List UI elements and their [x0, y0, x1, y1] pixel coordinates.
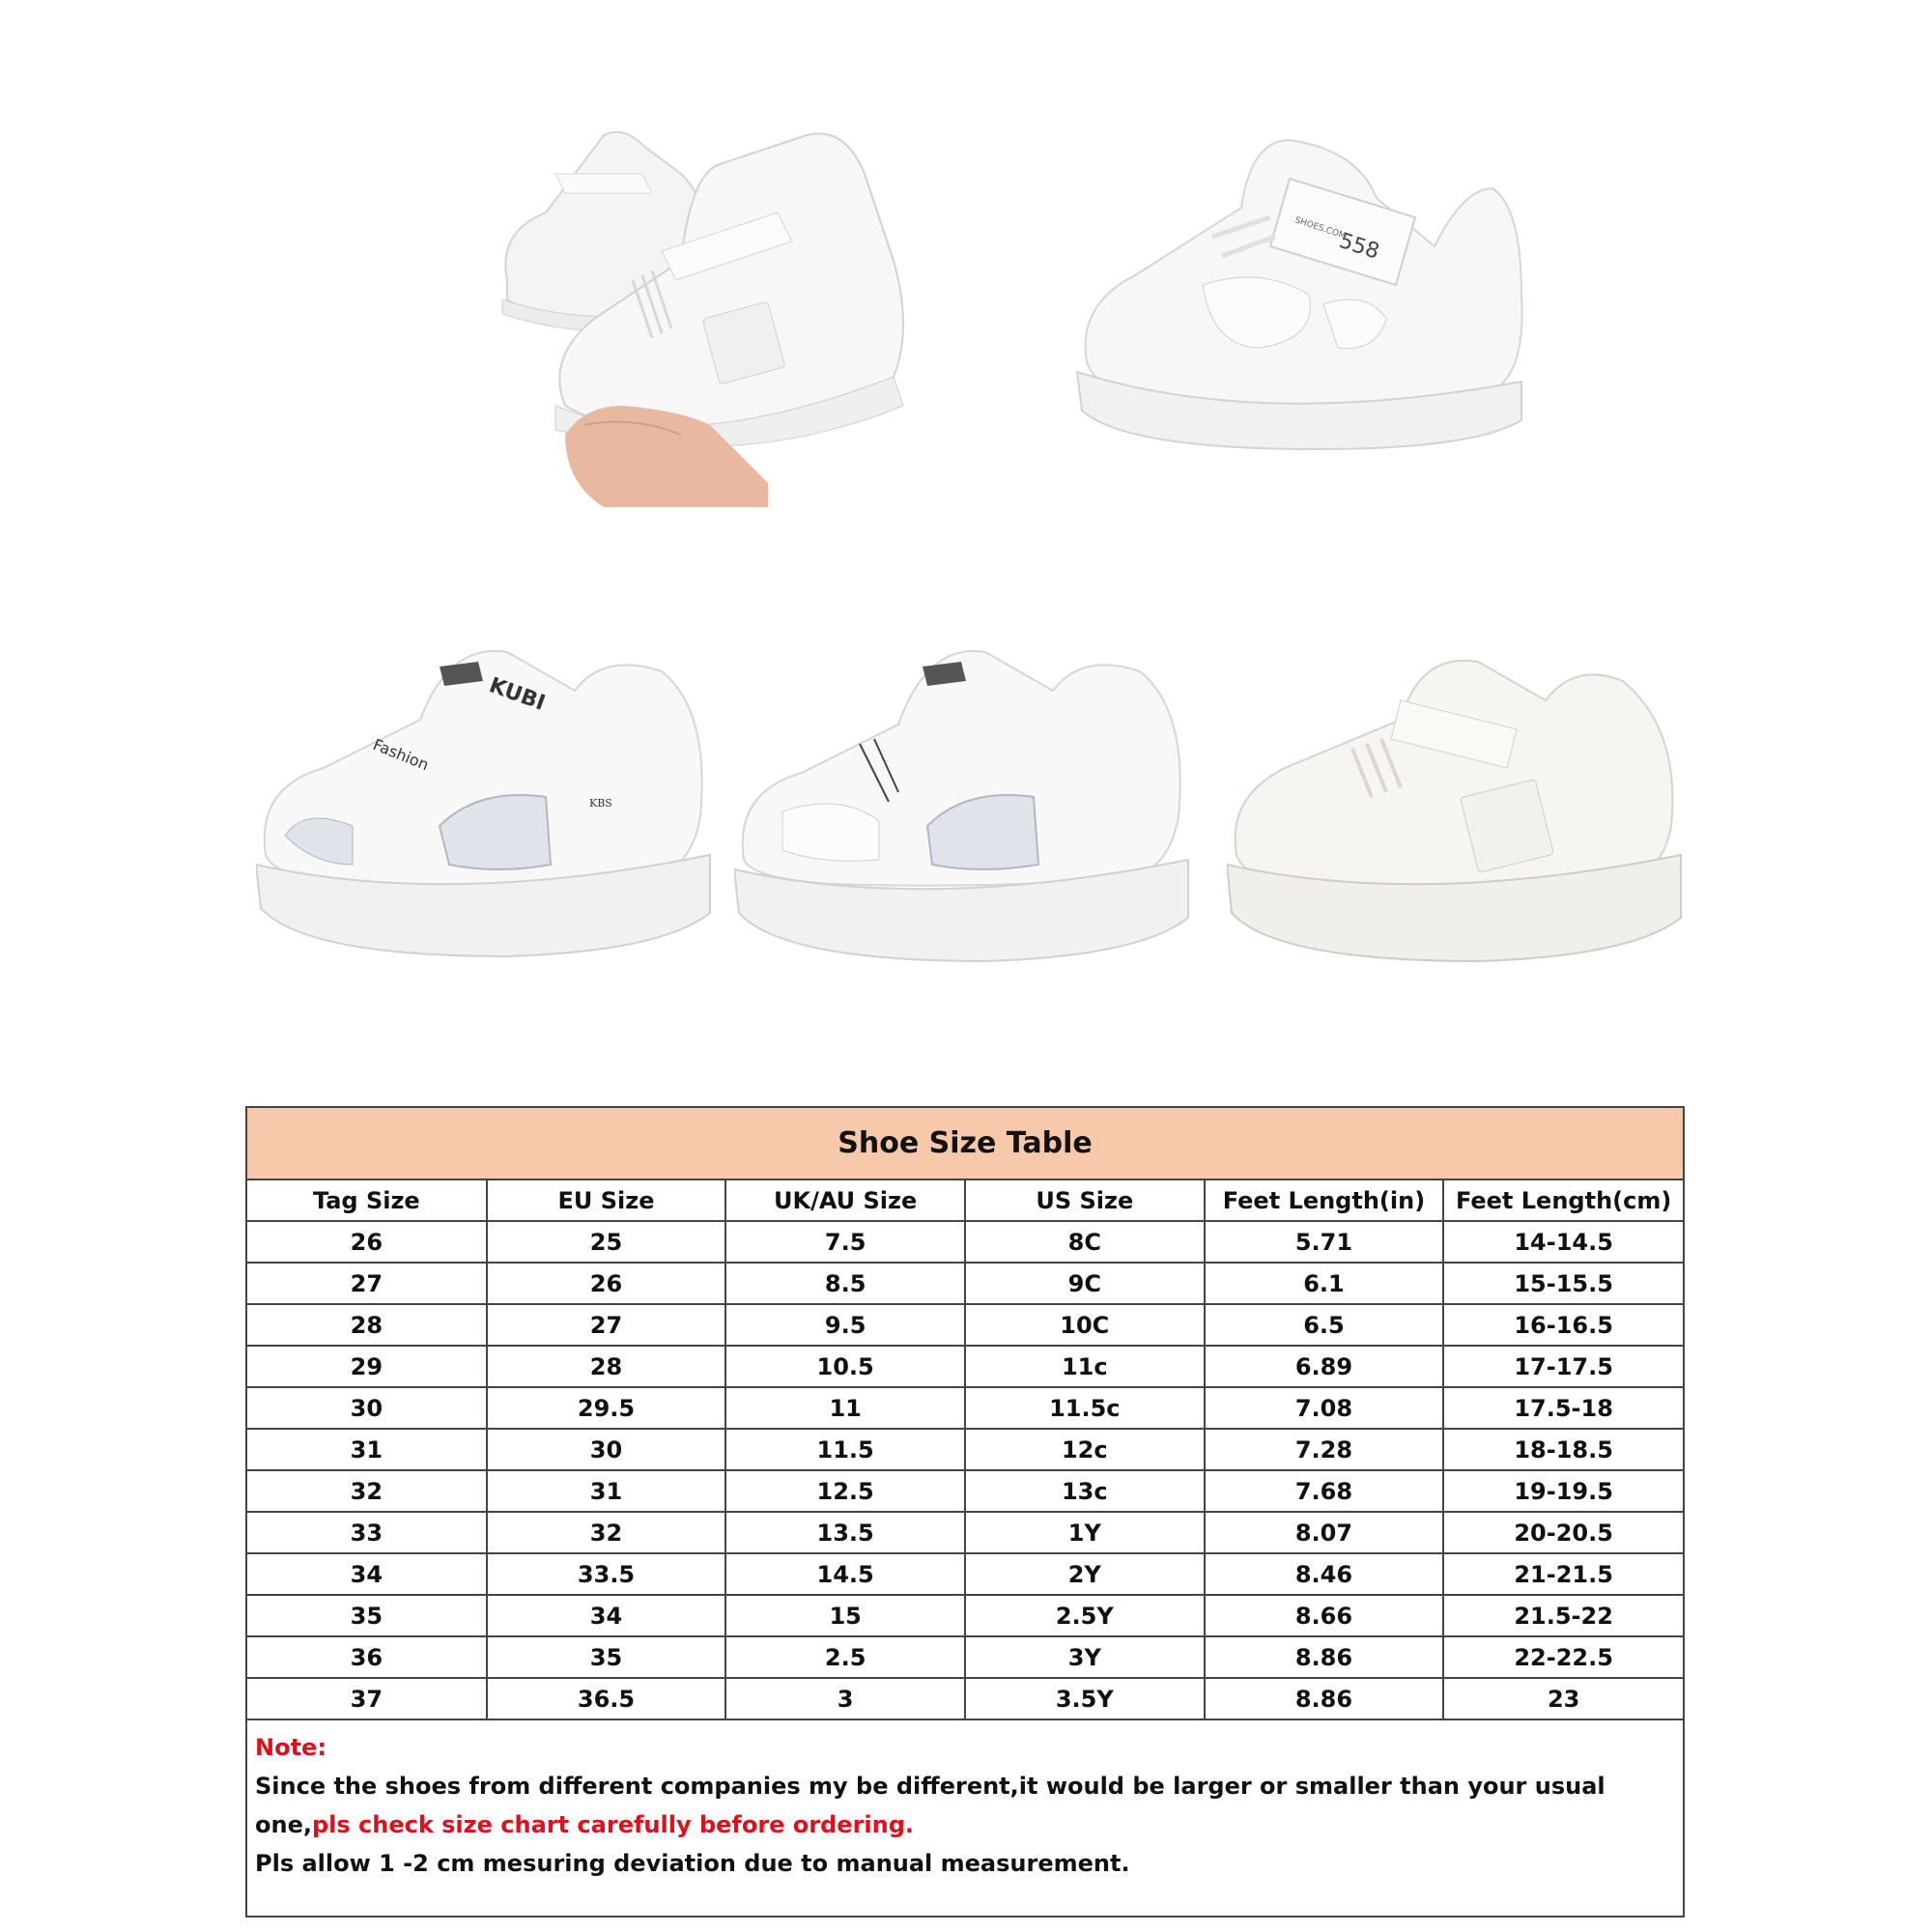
table-cell: 11c [965, 1346, 1205, 1387]
table-cell: 8.66 [1205, 1595, 1444, 1636]
table-cell: 2Y [965, 1553, 1205, 1595]
header-feet-length-cm: Feet Length(cm) [1443, 1180, 1683, 1221]
note-line-1-warning: pls check size chart carefully before ordering. [311, 1811, 915, 1838]
product-photo-hand-held-pair [488, 116, 923, 507]
table-cell: 8C [965, 1221, 1205, 1263]
table-cell: 11.5c [965, 1387, 1205, 1429]
size-note [247, 1720, 1683, 1883]
table-cell: 30 [487, 1429, 726, 1470]
table-cell: 35 [247, 1595, 487, 1636]
table-cell: 17-17.5 [1443, 1346, 1683, 1387]
sneaker-side-illustration [1067, 130, 1531, 459]
table-cell: 3Y [965, 1636, 1205, 1678]
sneaker-tag-illustration [1227, 642, 1690, 966]
table-cell: 7.5 [725, 1221, 965, 1263]
table-row [247, 1678, 1683, 1719]
table-cell: 12c [965, 1429, 1205, 1470]
table-cell: 23 [1443, 1678, 1683, 1719]
header-tag-size: Tag Size [247, 1180, 487, 1221]
table-cell: 20-20.5 [1443, 1512, 1683, 1553]
table-cell: 2.5 [725, 1636, 965, 1678]
table-row [247, 1512, 1683, 1553]
table-cell: 27 [487, 1304, 726, 1346]
table-cell: 8.86 [1205, 1678, 1444, 1719]
table-cell: 21.5-22 [1443, 1595, 1683, 1636]
header-eu-size: EU Size [487, 1180, 726, 1221]
table-cell: 26 [247, 1221, 487, 1263]
fashion-text: Fashion [370, 735, 432, 775]
table-title: Shoe Size Table [247, 1108, 1683, 1180]
product-photo-tag [1227, 642, 1690, 966]
table-row [247, 1553, 1683, 1595]
table-cell: 8.5 [725, 1263, 965, 1304]
table-cell: 37 [247, 1678, 487, 1719]
table-cell: 15-15.5 [1443, 1263, 1683, 1304]
table-row [247, 1387, 1683, 1429]
table-cell: 6.89 [1205, 1346, 1444, 1387]
table-cell: 9.5 [725, 1304, 965, 1346]
table-cell: 28 [247, 1304, 487, 1346]
note-line-1-text: Since the shoes from different companies my be different,it would be larger or smaller than your usual one, [255, 1773, 1605, 1838]
table-cell: 5.71 [1205, 1221, 1444, 1263]
table-cell: 34 [247, 1553, 487, 1595]
product-photo-fashion-2 [734, 628, 1198, 966]
table-cell: 12.5 [725, 1470, 965, 1512]
table-cell: 30 [247, 1387, 487, 1429]
note-line-1 [255, 1767, 1673, 1844]
table-cell: 22-22.5 [1443, 1636, 1683, 1678]
table-cell: 10C [965, 1304, 1205, 1346]
table-cell: 32 [487, 1512, 726, 1553]
shoe-size-table [245, 1106, 1685, 1918]
table-cell: 1Y [965, 1512, 1205, 1553]
size-grid [247, 1180, 1683, 1720]
table-cell: 18-18.5 [1443, 1429, 1683, 1470]
table-cell: 15 [725, 1595, 965, 1636]
sneaker-fashion-2-illustration [734, 628, 1198, 966]
note-label: Note: [255, 1734, 327, 1761]
table-cell: 27 [247, 1263, 487, 1304]
header-uk-au-size: UK/AU Size [725, 1180, 965, 1221]
table-cell: 3.5Y [965, 1678, 1205, 1719]
product-photo-fashion-1 [256, 633, 720, 966]
sneaker-pair-illustration [488, 116, 923, 507]
table-cell: 14.5 [725, 1553, 965, 1595]
table-row [247, 1429, 1683, 1470]
table-cell: 10.5 [725, 1346, 965, 1387]
table-cell: 6.1 [1205, 1263, 1444, 1304]
table-cell: 34 [487, 1595, 726, 1636]
table-row [247, 1636, 1683, 1678]
table-row [247, 1221, 1683, 1263]
table-cell: 28 [487, 1346, 726, 1387]
table-cell: 13.5 [725, 1512, 965, 1553]
note-line-2: Pls allow 1 -2 cm mesuring deviation due to manual measurement. [255, 1850, 1130, 1877]
table-row [247, 1304, 1683, 1346]
table-cell: 19-19.5 [1443, 1470, 1683, 1512]
table-cell: 9C [965, 1263, 1205, 1304]
table-cell: 33 [247, 1512, 487, 1553]
header-row [247, 1180, 1683, 1221]
table-cell: 7.68 [1205, 1470, 1444, 1512]
table-cell: 2.5Y [965, 1595, 1205, 1636]
product-photo-side-558 [1067, 130, 1531, 459]
table-cell: 13c [965, 1470, 1205, 1512]
header-us-size: US Size [965, 1180, 1205, 1221]
table-cell: 31 [487, 1470, 726, 1512]
table-cell: 11 [725, 1387, 965, 1429]
table-cell: 8.07 [1205, 1512, 1444, 1553]
table-row [247, 1346, 1683, 1387]
table-cell: 6.5 [1205, 1304, 1444, 1346]
table-cell: 33.5 [487, 1553, 726, 1595]
table-cell: 7.28 [1205, 1429, 1444, 1470]
brand-kubi-text: KUBI [485, 673, 549, 716]
table-cell: 31 [247, 1429, 487, 1470]
table-cell: 14-14.5 [1443, 1221, 1683, 1263]
table-cell: 11.5 [725, 1429, 965, 1470]
table-cell: 29 [247, 1346, 487, 1387]
table-cell: 8.86 [1205, 1636, 1444, 1678]
table-row [247, 1470, 1683, 1512]
kbs-text: KBS [589, 797, 612, 810]
table-cell: 3 [725, 1678, 965, 1719]
tag-number-text: 558 [1336, 228, 1382, 265]
table-cell: 16-16.5 [1443, 1304, 1683, 1346]
table-cell: 17.5-18 [1443, 1387, 1683, 1429]
table-cell: 7.08 [1205, 1387, 1444, 1429]
table-cell: 8.46 [1205, 1553, 1444, 1595]
table-cell: 36.5 [487, 1678, 726, 1719]
table-row [247, 1263, 1683, 1304]
table-cell: 25 [487, 1221, 726, 1263]
header-feet-length-in: Feet Length(in) [1205, 1180, 1444, 1221]
table-row [247, 1595, 1683, 1636]
table-cell: 29.5 [487, 1387, 726, 1429]
sneaker-fashion-1-illustration [256, 633, 720, 966]
table-cell: 36 [247, 1636, 487, 1678]
table-cell: 26 [487, 1263, 726, 1304]
table-cell: 32 [247, 1470, 487, 1512]
tag-brand-text: SHOES.COM [1293, 215, 1348, 242]
table-cell: 21-21.5 [1443, 1553, 1683, 1595]
table-cell: 35 [487, 1636, 726, 1678]
